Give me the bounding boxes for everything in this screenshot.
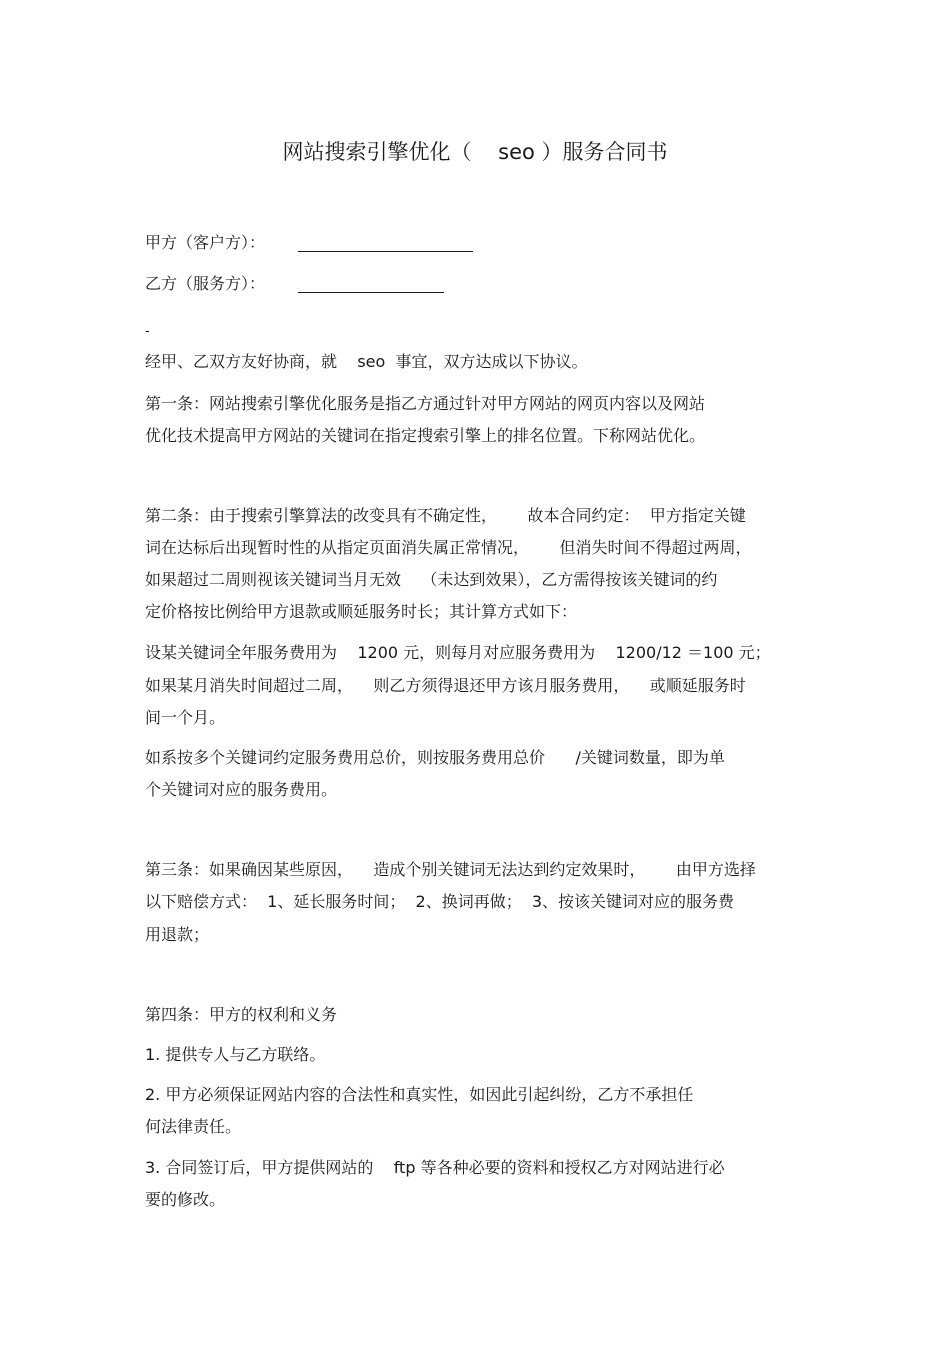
document-title: 网站搜索引擎优化（ seo ）服务合同书 [282, 140, 668, 164]
party-a-blank [298, 251, 473, 252]
party-a-label: 甲方（客户方）： [145, 233, 266, 252]
article-1-line: 第一条：网站搜索引擎优化服务是指乙方通过针对甲方网站的网页内容以及网站 [145, 394, 706, 413]
article-2-line: 个关键词对应的服务费用。 [145, 780, 338, 799]
article-3-line: 以下赔偿方式： 1、延长服务时间； 2、换词再做； 3、按该关键词对应的服务费 [145, 892, 735, 911]
article-4-item: 1. 提供专人与乙方联络。 [145, 1045, 326, 1064]
article-2-line: 如果某月消失时间超过二周， 则乙方须得退还甲方该月服务费用， 或顺延服务时 [145, 676, 746, 695]
article-2-line: 第二条：由于搜索引擎算法的改变具有不确定性， 故本合同约定： 甲方指定关键 [145, 506, 746, 525]
article-4-heading: 第四条：甲方的权利和义务 [145, 1005, 338, 1024]
article-2-line: 设某关键词全年服务费用为 1200 元，则每月对应服务费用为 1200/12 ＝100 元； [145, 643, 771, 662]
article-2-line: 定价格按比例给甲方退款或顺延服务时长；其计算方式如下： [145, 602, 578, 621]
article-1-line: 优化技术提高甲方网站的关键词在指定搜索引擎上的排名位置。下称网站优化。 [145, 426, 706, 445]
article-2-line: 词在达标后出现暂时性的从指定页面消失属正常情况， 但消失时间不得超过两周， [145, 538, 752, 557]
article-4-item: 何法律责任。 [145, 1117, 242, 1136]
party-b-blank [298, 292, 444, 293]
article-4-item: 3. 合同签订后，甲方提供网站的 ftp 等各种必要的资料和授权乙方对网站进行必 [145, 1158, 725, 1177]
article-4-item: 2. 甲方必须保证网站内容的合法性和真实性，如因此引起纠纷，乙方不承担任 [145, 1085, 694, 1104]
article-4-item: 要的修改。 [145, 1190, 226, 1209]
article-2-line: 间一个月。 [145, 708, 226, 727]
article-3-line: 用退款； [145, 925, 210, 944]
article-2-line: 如系按多个关键词约定服务费用总价，则按服务费用总价 /关键词数量，即为单 [145, 748, 725, 767]
article-3-line: 第三条：如果确因某些原因， 造成个别关键词无法达到约定效果时， 由甲方选择 [145, 860, 756, 879]
dash-mark: - [145, 324, 150, 339]
party-b-label: 乙方（服务方）： [145, 274, 266, 293]
article-2-line: 如果超过二周则视该关键词当月无效 （未达到效果），乙方需得按该关键词的约 [145, 570, 718, 589]
preamble: 经甲、乙双方友好协商，就 seo 事宜，双方达成以下协议。 [145, 352, 588, 371]
